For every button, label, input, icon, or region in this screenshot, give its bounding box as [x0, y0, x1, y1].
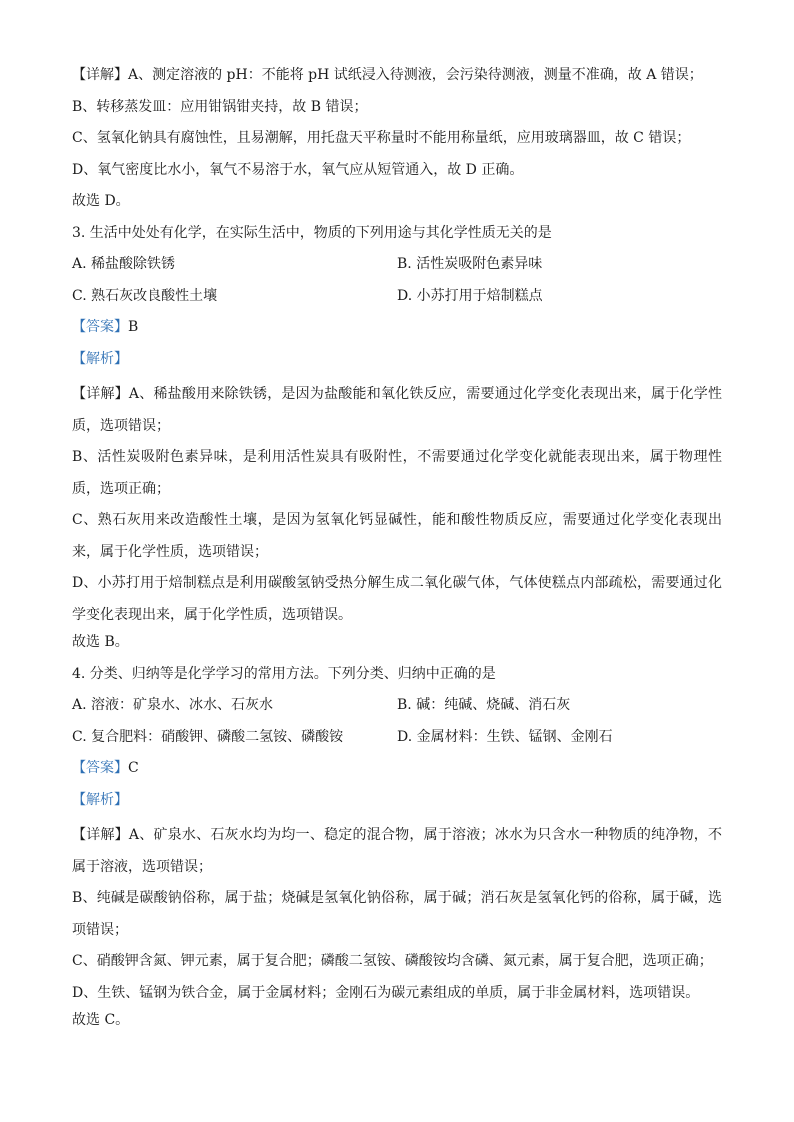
detail-label: 【详解】: [72, 386, 129, 402]
question-3-analysis-label: 【解析】: [72, 350, 128, 367]
question-3-option-a: A. 稀盐酸除铁锈: [72, 256, 176, 272]
question-3-stem: 3. 生活中处处有化学，在实际生活中，物质的下列用途与其化学性质无关的是: [72, 224, 552, 241]
question-3-conclusion: 故选 B。: [72, 634, 129, 650]
question-3-explanation-d: D、小苏打用于焙制糕点是利用碳酸氢钠受热分解生成二氧化碳气体，气体使糕点内部疏松，需要通过化学变化表现出来，属于化学性质，选项错误。: [72, 575, 722, 623]
question-4-explanation-c: C、硝酸钾含氮、钾元素，属于复合肥；磷酸二氢铵、磷酸铵均含磷、氮元素，属于复合肥，选项正确；: [72, 953, 713, 969]
question-4-answer: [72, 757, 722, 789]
question-3-answer: [72, 316, 722, 348]
question-4-explanation-b: B、纯碱是碳酸钠俗称，属于盐；烧碱是氢氧化钠俗称，属于碱；消石灰是氢氧化钙的俗称，属于碱，选项错误；: [72, 890, 722, 938]
question-4-option-b: B. 碱：纯碱、烧碱、消石灰: [397, 697, 571, 713]
question-4-analysis-label: 【解析】: [72, 791, 128, 808]
question-4-options-row-1: [72, 694, 722, 726]
question-3-explanation-b: B、活性炭吸附色素异味，是利用活性炭具有吸附性，不需要通过化学变化就能表现出来，属于物理性质，选项正确；: [72, 449, 722, 497]
question-4-option-c: C. 复合肥料：硝酸钾、磷酸二氢铵、磷酸铵: [72, 728, 344, 745]
question-3-option-b: B. 活性炭吸附色素异味: [397, 256, 543, 272]
question-3-explanation-c: C、熟石灰用来改造酸性土壤，是因为氢氧化钙显碱性，能和酸性物质反应，需要通过化学变化表现出来，属于化学性质，选项错误；: [72, 512, 722, 560]
question-3-options-row-2: [72, 285, 722, 317]
answer-value: C: [128, 760, 139, 776]
answer-label: 【答案】: [72, 319, 128, 335]
question-4-explanation-a: [72, 820, 722, 883]
question-4-options-row-2: [72, 726, 722, 758]
detail-line-b: B、转移蒸发皿：应用钳锅钳夹持，故 B 错误；: [72, 98, 368, 115]
detail-label: 【详解】: [72, 827, 129, 843]
question-4-explanation-d: D、生铁、锰钢为铁合金，属于金属材料；金刚石为碳元素组成的单质，属于非金属材料，选项错误。: [72, 984, 700, 1001]
detail-line-c: C、氢氧化钠具有腐蚀性，且易潮解，用托盘天平称量时不能用称量纸，应用玻璃器皿，故 C 错误；: [72, 130, 691, 146]
document-page: [72, 64, 722, 1041]
detail-line-d: D、氧气密度比水小，氧气不易溶于水，氧气应从短管通入，故 D 正确。: [72, 161, 524, 178]
explanation-text: A、稀盐酸用来除铁锈，是因为盐酸能和氧化铁反应，需要通过化学变化表现出来，属于化学性质，选项错误；: [72, 386, 723, 434]
question-3-option-d: D. 小苏打用于焙制糕点: [397, 287, 543, 304]
question-4-conclusion: 故选 C。: [72, 1012, 130, 1028]
detail-line-a: 【详解】A、测定溶液的 pH：不能将 pH 试纸浸入待测液，会污染待测液，测量不准确，故 A 错误；: [72, 67, 703, 83]
answer-value: B: [128, 319, 139, 335]
question-4-option-a: A. 溶液：矿泉水、冰水、石灰水: [72, 697, 274, 713]
question-4-stem: 4. 分类、归纳等是化学学习的常用方法。下列分类、归纳中正确的是: [72, 665, 496, 682]
question-3-options-row-1: [72, 253, 722, 285]
answer-label: 【答案】: [72, 760, 128, 776]
conclusion-line: 故选 D。: [72, 193, 130, 209]
explanation-text: A、矿泉水、石灰水均为均一、稳定的混合物，属于溶液；冰水为只含水一种物质的纯净物，不属于溶液，选项错误；: [72, 827, 723, 875]
question-3-option-c: C. 熟石灰改良酸性土壤: [72, 287, 218, 304]
question-4-option-d: D. 金属材料：生铁、锰钢、金刚石: [397, 728, 613, 745]
question-3-explanation-a: [72, 379, 722, 442]
